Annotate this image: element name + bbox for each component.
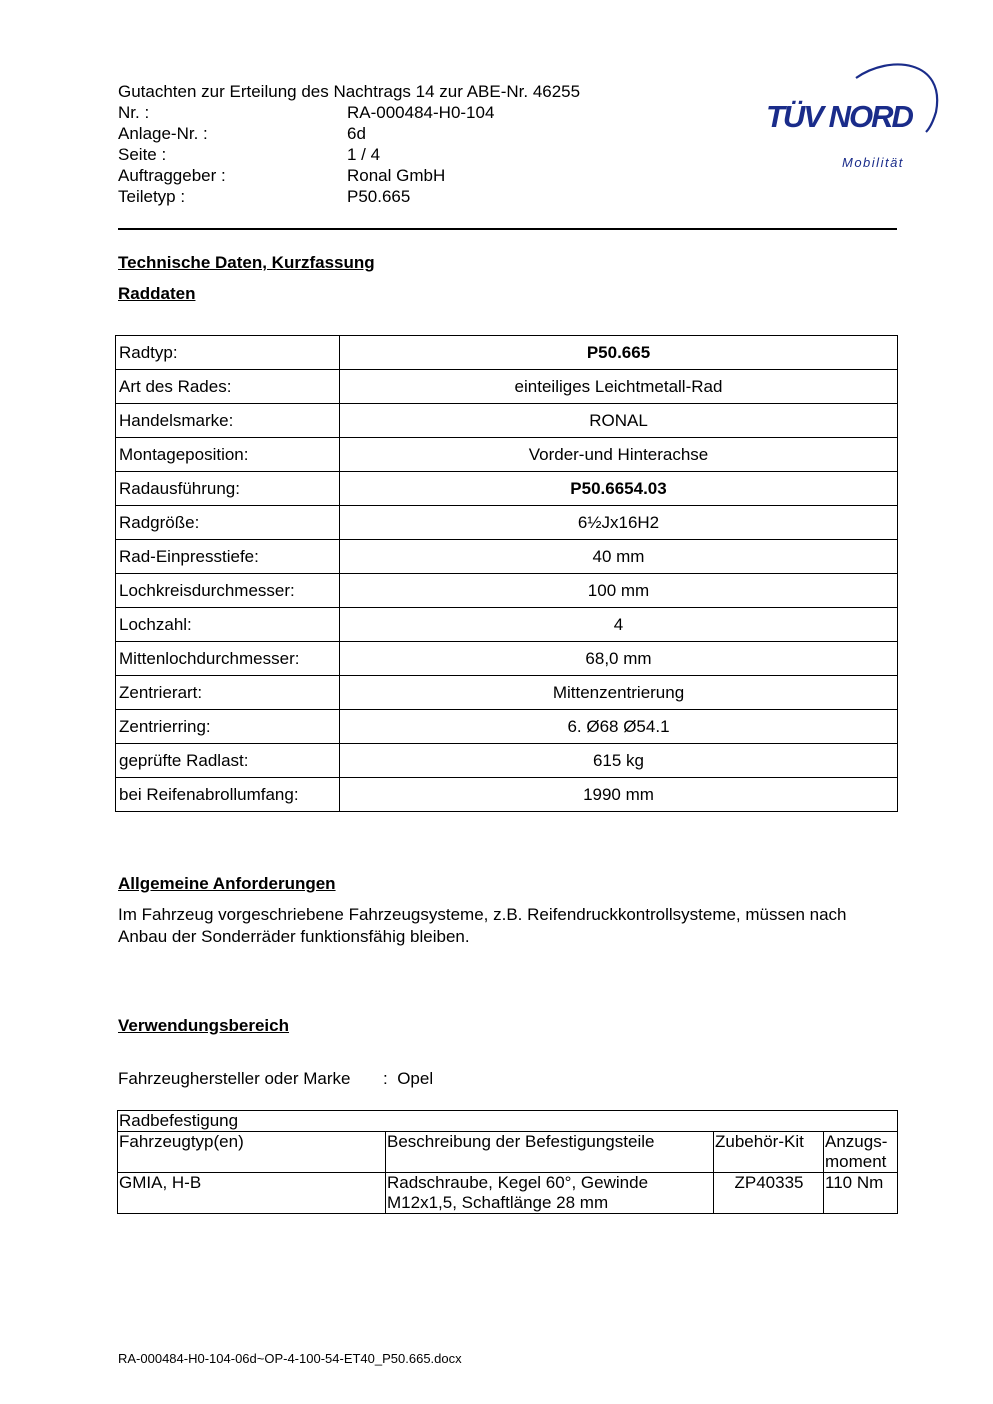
header-label: Nr. : (118, 103, 150, 122)
header-label: Auftraggeber : (118, 166, 226, 185)
wheel-value: Vorder-und Hinterachse (340, 438, 898, 472)
manufacturer-separator: : (383, 1069, 388, 1088)
header-value: RA-000484-H0-104 (347, 103, 495, 122)
mounting-table (117, 1110, 898, 1214)
wheel-value: 6. Ø68 Ø54.1 (340, 710, 898, 744)
heading-general-requirements: Allgemeine Anforderungen (118, 874, 336, 893)
mounting-caption-row (118, 1111, 898, 1132)
wheel-label: Zentrierring: (116, 710, 340, 744)
wheel-label: Lochkreisdurchmesser: (116, 574, 340, 608)
wheel-value: Mittenzentrierung (340, 676, 898, 710)
wheel-label: bei Reifenabrollumfang: (116, 778, 340, 812)
wheel-value: RONAL (340, 404, 898, 438)
table-row (116, 676, 898, 710)
cell-torque: 110 Nm (824, 1173, 898, 1214)
wheel-label: Rad-Einpresstiefe: (116, 540, 340, 574)
heading-technical-data: Technische Daten, Kurzfassung (118, 253, 375, 272)
logo-brand: TÜV NORD (766, 99, 912, 134)
table-row (116, 608, 898, 642)
manufacturer-row (118, 1068, 433, 1089)
document-header (118, 81, 738, 207)
wheel-value: P50.665 (340, 336, 898, 370)
cell-description: Radschraube, Kegel 60°, Gewinde M12x1,5, Schaftlänge 28 mm (386, 1173, 714, 1214)
wheel-label: Montageposition: (116, 438, 340, 472)
cell-vehicle-types: GMIA, H-B (118, 1173, 386, 1214)
wheel-label: Radausführung: (116, 472, 340, 506)
header-value: Ronal GmbH (347, 166, 446, 185)
wheel-label: Mittenlochdurchmesser: (116, 642, 340, 676)
footer-filename: RA-000484-H0-104-06d~OP-4-100-54-ET40_P50.665.docx (118, 1351, 462, 1366)
wheel-label: Lochzahl: (116, 608, 340, 642)
mounting-caption: Radbefestigung (118, 1111, 898, 1132)
heading-wheel-data: Raddaten (118, 284, 196, 303)
col-header-kit: Zubehör-Kit (714, 1132, 824, 1173)
header-divider (118, 228, 897, 230)
table-row (116, 540, 898, 574)
header-value: 1 / 4 (347, 145, 381, 164)
header-row (118, 123, 738, 144)
table-row (116, 506, 898, 540)
wheel-value: 615 kg (340, 744, 898, 778)
header-row (118, 144, 738, 165)
table-row (116, 778, 898, 812)
header-row (118, 102, 738, 123)
mounting-header-row (118, 1132, 898, 1173)
wheel-value: einteiliges Leichtmetall-Rad (340, 370, 898, 404)
header-row (118, 186, 738, 207)
wheel-value: 1990 mm (340, 778, 898, 812)
table-row (116, 438, 898, 472)
requirements-text: Im Fahrzeug vorgeschriebene Fahrzeugsysteme, z.B. Reifendruckkontrollsysteme, müssen nach Anbau der Sonderräder funktionsfähig bleiben. (118, 905, 847, 946)
wheel-value: 6½Jx16H2 (340, 506, 898, 540)
table-row (116, 472, 898, 506)
table-row (116, 336, 898, 370)
col-header-description: Beschreibung der Befestigungsteile (386, 1132, 714, 1173)
report-title: Gutachten zur Erteilung des Nachtrags 14 zur ABE-Nr. 46255 (118, 82, 581, 101)
wheel-label: Art des Rades: (116, 370, 340, 404)
manufacturer-label: Fahrzeughersteller oder Marke (118, 1069, 351, 1088)
logo-subtitle: Mobilität (842, 155, 904, 170)
manufacturer-value: Opel (397, 1069, 434, 1088)
table-row (116, 710, 898, 744)
col-header-torque: Anzugs-moment (824, 1132, 898, 1173)
header-label: Anlage-Nr. : (118, 124, 208, 143)
wheel-value: 4 (340, 608, 898, 642)
table-row (118, 1173, 898, 1214)
tuv-nord-logo (760, 56, 950, 176)
table-row (116, 574, 898, 608)
wheel-label: Radtyp: (116, 336, 340, 370)
wheel-value: P50.6654.03 (340, 472, 898, 506)
wheel-label: Zentrierart: (116, 676, 340, 710)
table-row (116, 642, 898, 676)
wheel-value: 40 mm (340, 540, 898, 574)
table-row (116, 370, 898, 404)
wheel-value: 68,0 mm (340, 642, 898, 676)
header-row (118, 165, 738, 186)
header-value: P50.665 (347, 187, 411, 206)
wheel-data-table (115, 335, 898, 812)
wheel-label: geprüfte Radlast: (116, 744, 340, 778)
heading-scope: Verwendungsbereich (118, 1016, 289, 1035)
header-label: Seite : (118, 145, 167, 164)
table-row (116, 404, 898, 438)
cell-kit: ZP40335 (714, 1173, 824, 1214)
wheel-label: Radgröße: (116, 506, 340, 540)
header-label: Teiletyp : (118, 187, 186, 206)
wheel-label: Handelsmarke: (116, 404, 340, 438)
col-header-vehicle-types: Fahrzeugtyp(en) (118, 1132, 386, 1173)
header-value: 6d (347, 124, 366, 143)
table-row (116, 744, 898, 778)
wheel-value: 100 mm (340, 574, 898, 608)
